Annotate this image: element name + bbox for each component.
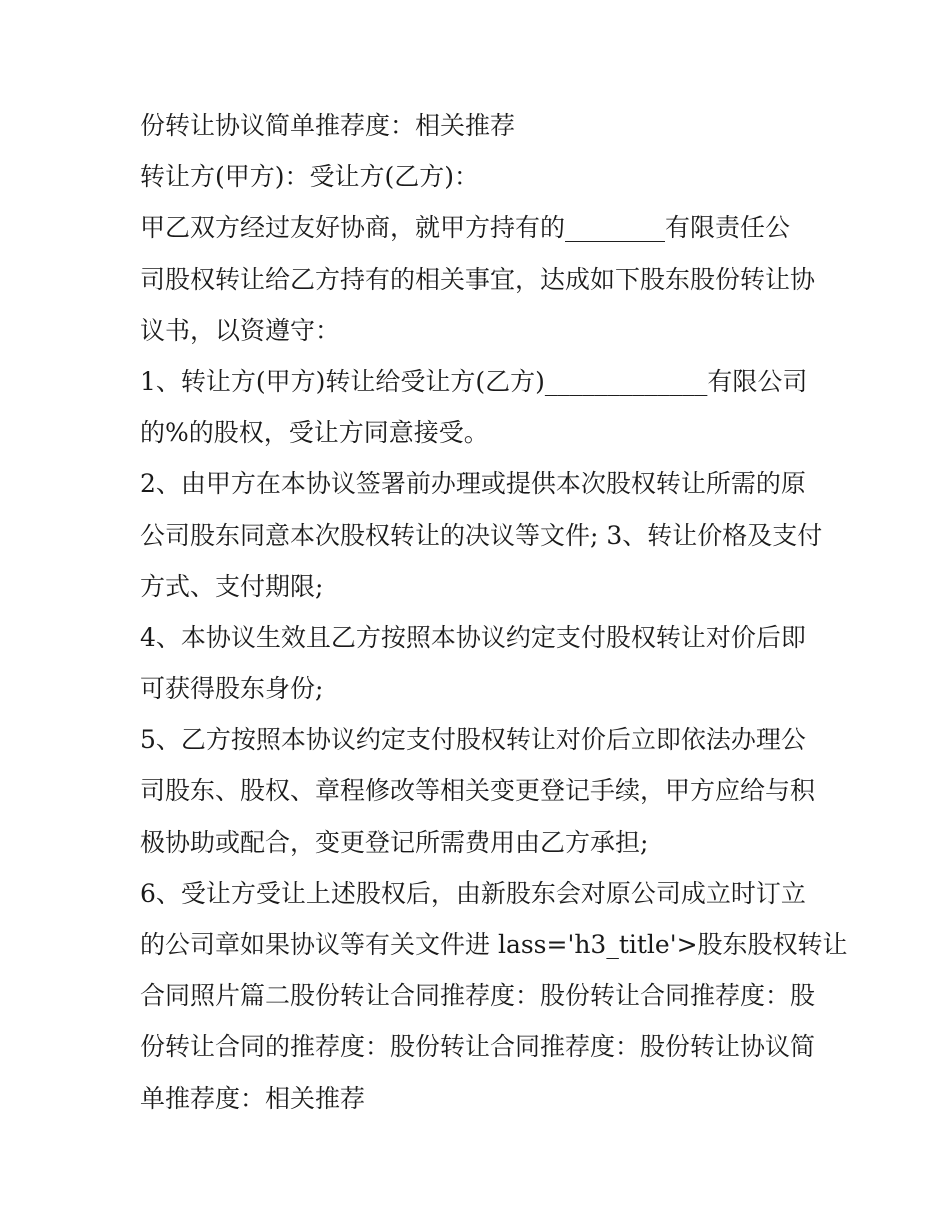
text-line: 合同照片篇二股份转让合同推荐度：股份转让合同推荐度：股: [140, 981, 816, 1011]
text-line: 公司股东同意本次股权转让的决议等文件; 3、转让价格及支付: [140, 520, 823, 550]
text-line: 1、转让方(甲方)转让给受让方(乙方)_____________有限公司: [140, 366, 808, 396]
text-line: 甲乙双方经过友好协商，就甲方持有的________有限责任公: [140, 213, 791, 243]
text-line: 份转让合同的推荐度：股份转让合同推荐度：股份转让协议简: [140, 1032, 816, 1062]
text-line: 司股权转让给乙方持有的相关事宜，达成如下股东股份转让协: [140, 264, 816, 294]
text-line: 4、本协议生效且乙方按照本协议约定支付股权转让对价后即: [140, 622, 806, 652]
text-line: 转让方(甲方)：受让方(乙方)：: [140, 162, 480, 192]
text-line: 2、由甲方在本协议签署前办理或提供本次股权转让所需的原: [140, 469, 806, 499]
text-line: 极协助或配合，变更登记所需费用由乙方承担;: [140, 827, 649, 857]
text-line: 的公司章如果协议等有关文件进 lass='h3_title'>股东股权转让: [140, 930, 848, 959]
text-line: 5、乙方按照本协议约定支付股权转让对价后立即依法办理公: [140, 725, 806, 755]
document-body: [140, 100, 848, 1124]
text-line: 司股东、股权、章程修改等相关变更登记手续，甲方应给与积: [140, 776, 816, 806]
text-line: 可获得股东身份;: [140, 674, 324, 704]
text-line: 单推荐度：相关推荐: [140, 1083, 366, 1113]
text-line: 议书，以资遵守：: [140, 315, 341, 345]
text-line: 方式、支付期限;: [140, 571, 324, 601]
text-line: 份转让协议简单推荐度：相关推荐: [140, 111, 516, 140]
text-line: 的%的股权，受让方同意接受。: [140, 418, 489, 448]
text-line: 6、受让方受让上述股权后，由新股东会对原公司成立时订立: [140, 878, 806, 908]
